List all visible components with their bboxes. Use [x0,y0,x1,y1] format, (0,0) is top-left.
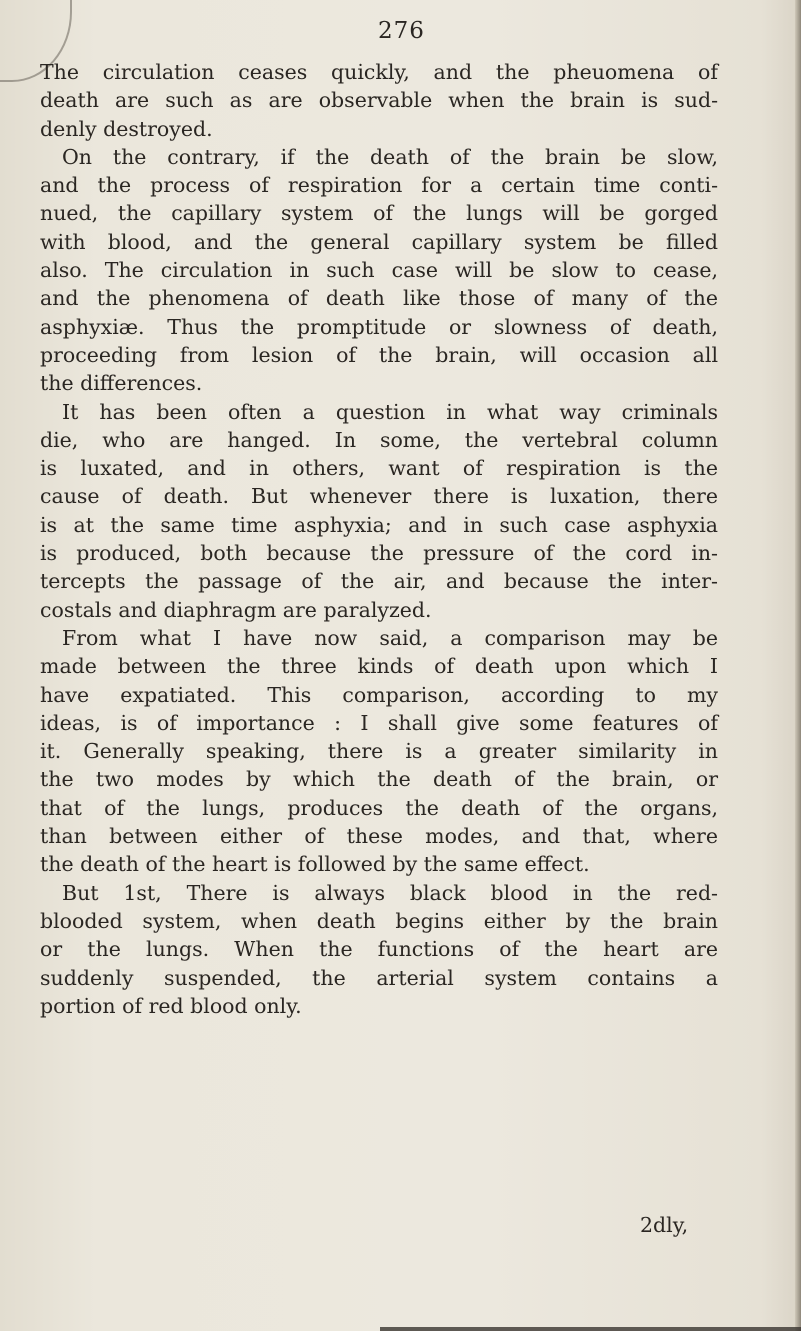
text-line: On the contrary, if the death of the brain be slow, [62,144,718,169]
text-line: it. Generally speaking, there is a greater similarity in [40,739,718,764]
text-line: and the phenomena of death like those of many of the [40,286,718,311]
text-line: suddenly suspended, the arterial system contains a [40,965,718,990]
text-line: costals and diaphragm are paralyzed. [40,597,432,622]
text-line: portion of red blood only. [40,993,302,1018]
page-edge [795,0,801,1331]
text-line: die, who are hanged. In some, the vertebral column [40,427,718,452]
text-line: cause of death. But whenever there is luxation, there [40,484,718,509]
text-line: that of the lungs, produces the death of the organs, [40,795,718,820]
text-line: the differences. [40,371,203,396]
text-line: is produced, both because the pressure of the cord in- [40,541,718,566]
text-line: is luxated, and in others, want of respiration is the [40,456,718,481]
text-line: also. The circulation in such case will be slow to cease, [40,258,718,283]
text-line: is at the same time asphyxia; and in such case asphyxia [40,512,718,537]
text-line: asphyxiæ. Thus the promptitude or slowness of death, [40,314,718,339]
text-line: ideas, is of importance : I shall give some features of [40,710,718,735]
text-line: The circulation ceases quickly, and the pheuomena of [40,60,718,84]
page-number: 276 [378,18,425,44]
text-line: death are such as are observable when the brain is sud- [40,88,718,113]
text-line: tercepts the passage of the air, and because the inter- [40,569,718,594]
text-line: It has been often a question in what way criminals [62,399,718,424]
page-bottom-edge [380,1327,801,1331]
text-line: than between either of these modes, and that, where [40,824,718,849]
text-line: the two modes by which the death of the brain, or [40,767,718,792]
text-line: nued, the capillary system of the lungs will be gorged [40,201,718,226]
text-line: From what I have now said, a comparison may be [62,625,718,650]
body-text [40,58,718,1020]
text-line: denly destroyed. [40,116,213,141]
text-line: and the process of respiration for a certain time conti- [40,173,718,198]
text-line: or the lungs. When the functions of the heart are [40,937,718,962]
text-line: have expatiated. This comparison, according to my [40,682,718,707]
text-line: But 1st, There is always black blood in the red- [62,880,718,905]
text-line: the death of the heart is followed by the same effect. [40,852,590,877]
catchword: 2dly, [640,1213,689,1237]
text-line: made between the three kinds of death upon which I [40,654,718,679]
text-line: proceeding from lesion of the brain, will occasion all [40,342,718,367]
text-line: with blood, and the general capillary system be filled [40,229,718,254]
text-line: blooded system, when death begins either by the brain [40,908,718,933]
